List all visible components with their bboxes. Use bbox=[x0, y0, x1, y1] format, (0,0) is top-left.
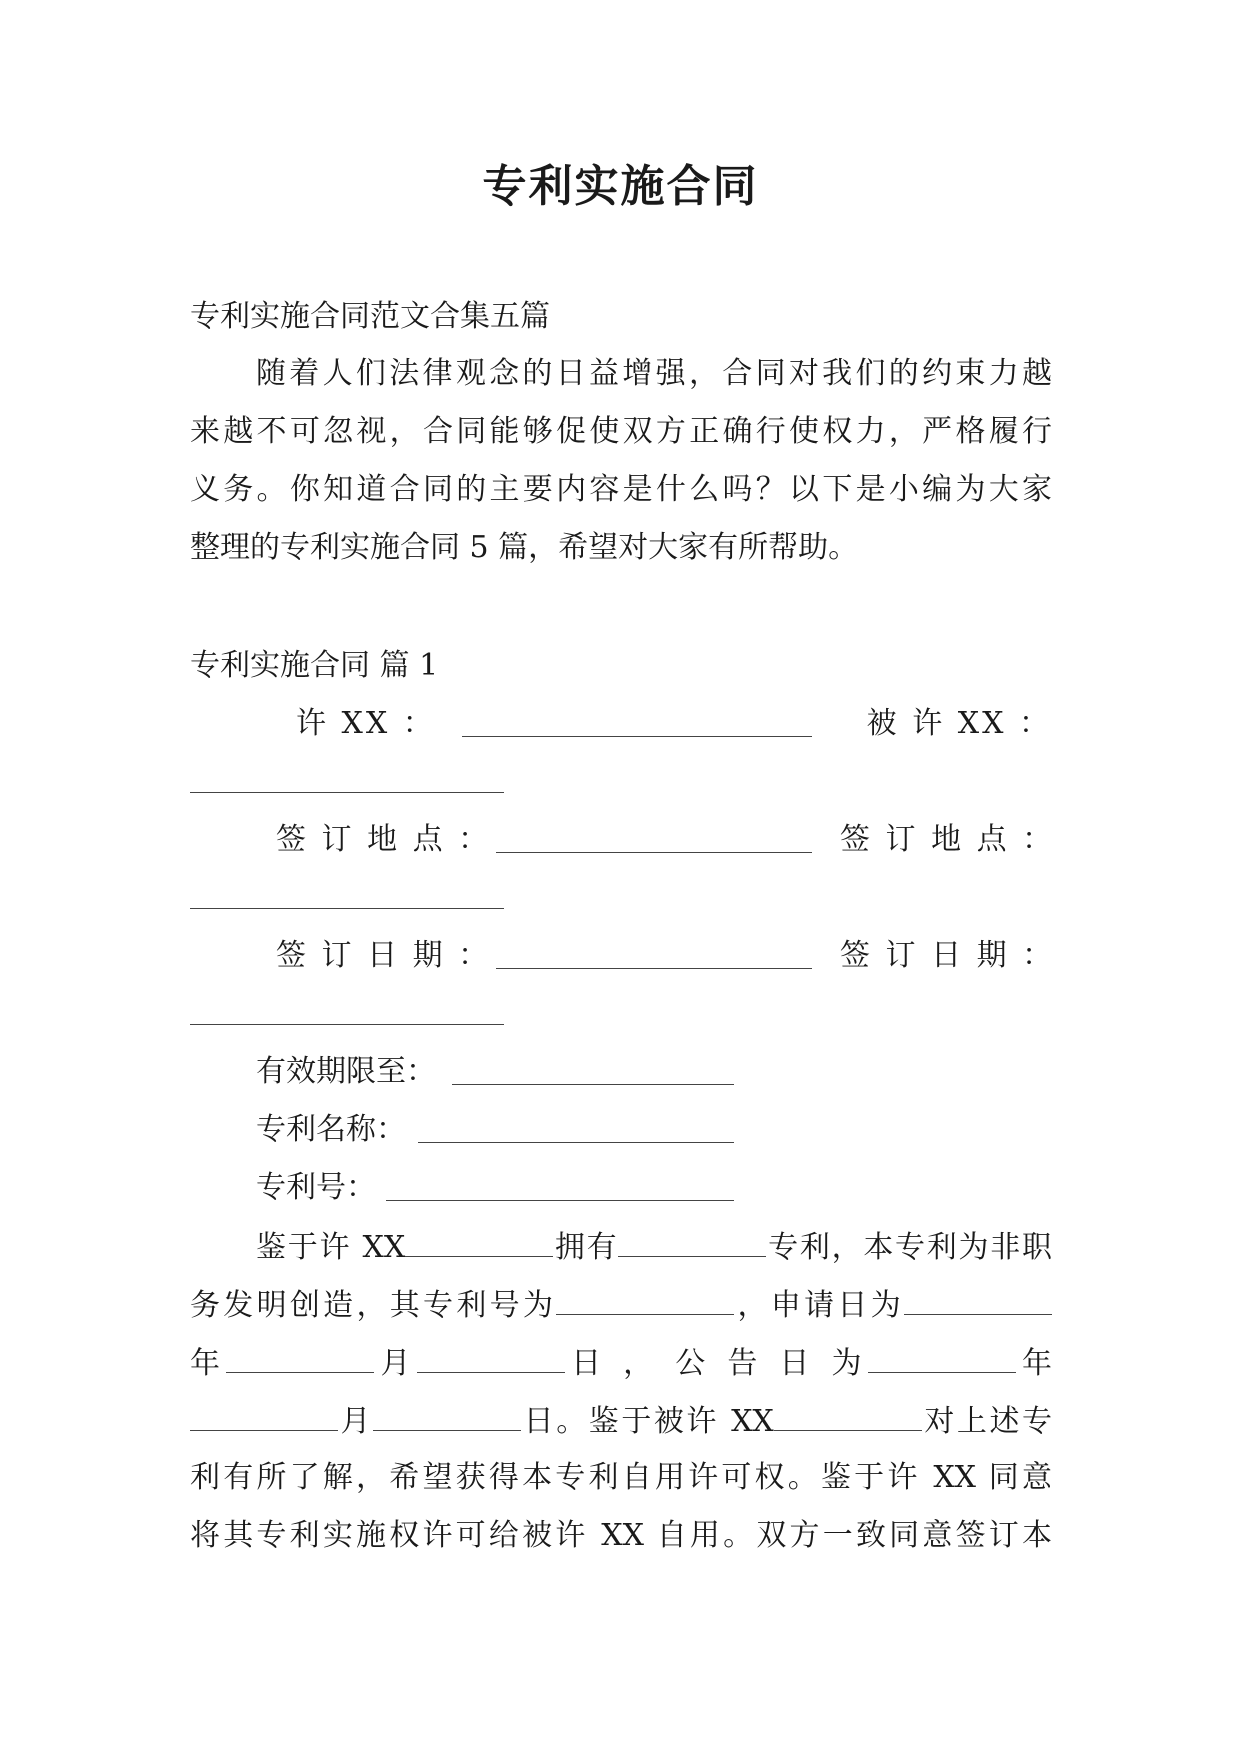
body-line-3 bbox=[190, 1342, 1052, 1384]
licensor-label: 许 XX ： bbox=[296, 706, 436, 741]
body-text: 鉴于许 XX bbox=[256, 1230, 406, 1265]
intro-line-2: 来越不可忽视，合同能够促使双方正确行使权力，严格履行 bbox=[190, 414, 1052, 449]
patent-number-blank[interactable] bbox=[386, 1200, 734, 1201]
document-title: 专利实施合同 bbox=[482, 161, 759, 212]
intro-line-4: 整理的专利实施合同 5 篇，希望对大家有所帮助。 bbox=[190, 530, 859, 565]
validity-label: 有效期限至： bbox=[256, 1054, 436, 1089]
licensee-label: 被 许 XX ： bbox=[866, 706, 1052, 741]
sign-date-right-label: 签 订 日 期 ： bbox=[840, 938, 1056, 973]
body-line-6: 将其专利实施权许可给被许 XX 自用。双方一致同意签订本 bbox=[190, 1518, 1052, 1553]
validity-blank[interactable] bbox=[452, 1084, 734, 1085]
announcement-day-blank[interactable] bbox=[373, 1400, 521, 1431]
body-text: 拥有 bbox=[553, 1230, 619, 1265]
sign-date-left-blank[interactable] bbox=[496, 968, 812, 969]
sign-date-left-label: 签 订 日 期 ： bbox=[276, 938, 492, 973]
sign-date-right-blank[interactable] bbox=[190, 1024, 504, 1025]
patent-number-label: 专利号： bbox=[256, 1170, 376, 1205]
body-text: 专利，本专利为非职 bbox=[766, 1230, 1052, 1265]
body-line-2 bbox=[190, 1284, 1052, 1326]
licensor-name-blank[interactable] bbox=[405, 1226, 553, 1257]
body-text: 务发明创造，其专利号为 bbox=[190, 1288, 557, 1323]
licensee-name-blank[interactable] bbox=[774, 1400, 922, 1431]
body-line-4 bbox=[190, 1400, 1052, 1442]
body-text: ，申请日为 bbox=[734, 1288, 905, 1323]
body-text: 日 ， 公 告 日 为 bbox=[564, 1346, 868, 1381]
application-year-blank[interactable] bbox=[904, 1284, 1052, 1315]
sign-place-right-blank[interactable] bbox=[190, 908, 504, 909]
application-month-blank[interactable] bbox=[226, 1342, 374, 1373]
body-line-1 bbox=[256, 1226, 1052, 1268]
body-text: 月 bbox=[338, 1404, 374, 1439]
patent-number-inline-blank[interactable] bbox=[556, 1284, 734, 1315]
intro-line-3: 义务。你知道合同的主要内容是什么吗？以下是小编为大家 bbox=[190, 472, 1052, 507]
body-text: 月 bbox=[374, 1346, 417, 1381]
patent-name-label: 专利名称： bbox=[256, 1112, 406, 1147]
body-text: 对上述专 bbox=[921, 1404, 1052, 1439]
sign-place-left-label: 签 订 地 点 ： bbox=[276, 822, 492, 857]
body-line-5: 利有所了解，希望获得本专利自用许可权。鉴于许 XX 同意 bbox=[190, 1460, 1052, 1495]
announcement-month-blank[interactable] bbox=[190, 1400, 338, 1431]
announcement-year-blank[interactable] bbox=[868, 1342, 1016, 1373]
sign-place-right-label: 签 订 地 点 ： bbox=[840, 822, 1056, 857]
licensee-blank[interactable] bbox=[190, 792, 504, 793]
section-heading: 专利实施合同 篇 1 bbox=[190, 648, 439, 683]
licensor-blank[interactable] bbox=[462, 736, 812, 737]
patent-title-blank[interactable] bbox=[618, 1226, 766, 1257]
sign-place-left-blank[interactable] bbox=[496, 852, 812, 853]
body-text: 年 bbox=[190, 1346, 227, 1381]
body-text: 日。鉴于被许 XX bbox=[521, 1404, 774, 1439]
application-day-blank[interactable] bbox=[417, 1342, 565, 1373]
document-subtitle: 专利实施合同范文合集五篇 bbox=[190, 299, 550, 334]
patent-name-blank[interactable] bbox=[418, 1142, 734, 1143]
body-text: 年 bbox=[1015, 1346, 1053, 1381]
intro-line-1: 随着人们法律观念的日益增强，合同对我们的约束力越 bbox=[256, 356, 1052, 391]
